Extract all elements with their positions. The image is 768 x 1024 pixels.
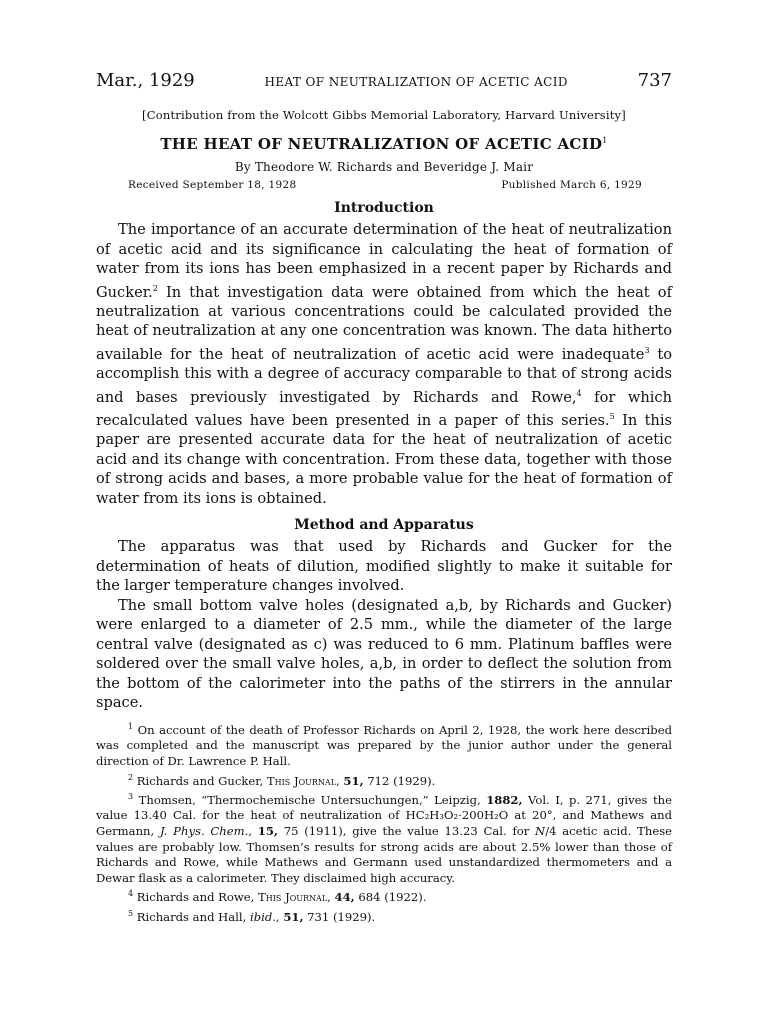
footnote-text: Thomsen, “Thermochemische Untersuchungen,” Leipzig, [133,792,487,807]
method-paragraph-1: The apparatus was that used by Richards and Gucker for the determination of heats of dilution, modified slightly to make it suitable for the larger temperature changes involved. [96,538,672,595]
introduction-paragraph [96,220,672,508]
footnote-4 [96,886,672,905]
volume-number: 15, [257,824,278,839]
received-date: Received September 18, 1928 [128,179,297,191]
footnote-1 [96,719,672,770]
footnote-text: /4 acetic acid. These values are probably low. Thomsen’s results for strong acids are about 2.5% lower than those of Richards and Rowe, while Mathews and Germann used unstandardized thermometers and a Dewar flask as a calorimeter. They disclaimed high accuracy. [96,824,673,885]
paper-title-text: THE HEAT OF NEUTRALIZATION OF ACETIC ACID [160,135,603,153]
method-paragraph-2: The small bottom valve holes (designated a,b, by Richards and Gucker) were enlarged to a diameter of 2.5 mm., while the diameter of the large central valve (designated as c) was reduced to 6 mm. Platinum baffles were soldered over the small valve holes, a,b, in order to deflect the solution from the bottom of the calorimeter into the paths of the stirrers in the annular space. [96,596,672,712]
intro-text-1: The importance of an accurate determination of the heat of neutralization of acetic acid and its significance in calculating the heat of formation of water from its ions has been emphasized in a recent paper by Richards and Gucker. [96,221,672,301]
running-title: HEAT OF NEUTRALIZATION OF ACETIC ACID [264,75,568,89]
intro-text-5: In this paper are presented accurate data for the heat of neutralization of acetic acid and its change with concentration. From these data, together with those of strong acids and bases, a more probable value for the heat of formation of water from its ions is obtained. [96,411,672,507]
journal-name: J. Phys. Chem., [159,824,252,839]
contribution-line: [Contribution from the Wolcott Gibbs Memorial Laboratory, Harvard University] [142,108,626,122]
footnote-text: 712 (1929). [363,773,436,788]
volume-number: 51, [283,909,304,924]
authors-line: By Theodore W. Richards and Beveridge J. Mair [234,160,534,174]
section-heading-introduction: Introduction [334,200,434,216]
footnote-mark: 3 [128,792,134,802]
published-date: Published March 6, 1929 [501,179,642,191]
footnote-mark: 2 [128,772,134,782]
running-head [96,70,672,96]
footnote-text: Richards and Rowe, [133,890,259,905]
ibid-abbrev: ibid., [249,909,280,924]
footnote-ref-5[interactable]: 5 [609,412,615,422]
footnote-mark: 4 [128,889,134,899]
normality-symbol: N [535,824,546,839]
title-footnote-mark[interactable]: 1 [602,136,608,145]
paper-title [96,135,672,153]
journal-name: This Journal, [266,773,340,788]
section-heading-method: Method and Apparatus [294,517,474,534]
footnote-text: 731 (1929). [303,909,376,924]
footnote-text: 75 (1911), give the value 13.23 Cal. for [277,824,536,839]
footnote-text: Richards and Hall, [133,909,250,924]
footnote-text: On account of the death of Professor Richards on April 2, 1928, the work here described was completed and the manuscript was prepared by the junior author under the general direction of Dr. Lawrence P. Hall. [96,722,672,768]
footnote-3 [96,789,672,886]
dates-line [128,179,642,191]
footnote-ref-2[interactable]: 2 [152,283,158,293]
footnote-5 [96,906,672,925]
year: 1882, [486,792,523,807]
footnote-text: Richards and Gucker, [133,773,267,788]
journal-name: This Journal, [258,890,331,905]
volume-number: 51, [343,773,364,788]
volume-number: 44, [334,890,355,905]
intro-text-2: In that investigation data were obtained from which the heat of neutralization at various concentrations could be calculated provided the heat of neutralization at any one concentration was known. The data hitherto available for the heat of neutralization of acetic acid were inadequate [96,283,672,363]
footnote-text: 684 (1922). [354,890,427,905]
footnote-mark: 5 [128,908,134,918]
footnote-2 [96,770,672,789]
footnote-text: Vol. I, p. 271, gives the value 13.40 Cal. for the heat of neutralization of HC₂H₃O₂·200H₂O at 20°, and Mathews and Germann, [96,792,672,839]
paper-page [96,70,672,925]
footnote-mark: 1 [128,721,134,731]
intro-text-3: to accomplish this with a degree of accuracy comparable to that of strong acids and bases previously investigated by Richards and Rowe, [96,345,672,406]
page-number: 737 [637,70,672,91]
footnote-ref-4[interactable]: 4 [576,388,582,398]
intro-text-4: for which recalculated values have been presented in a paper of this series. [96,388,673,429]
issue-date: Mar., 1929 [96,70,195,91]
footnote-ref-3[interactable]: 3 [644,345,650,355]
footnotes [96,719,672,925]
